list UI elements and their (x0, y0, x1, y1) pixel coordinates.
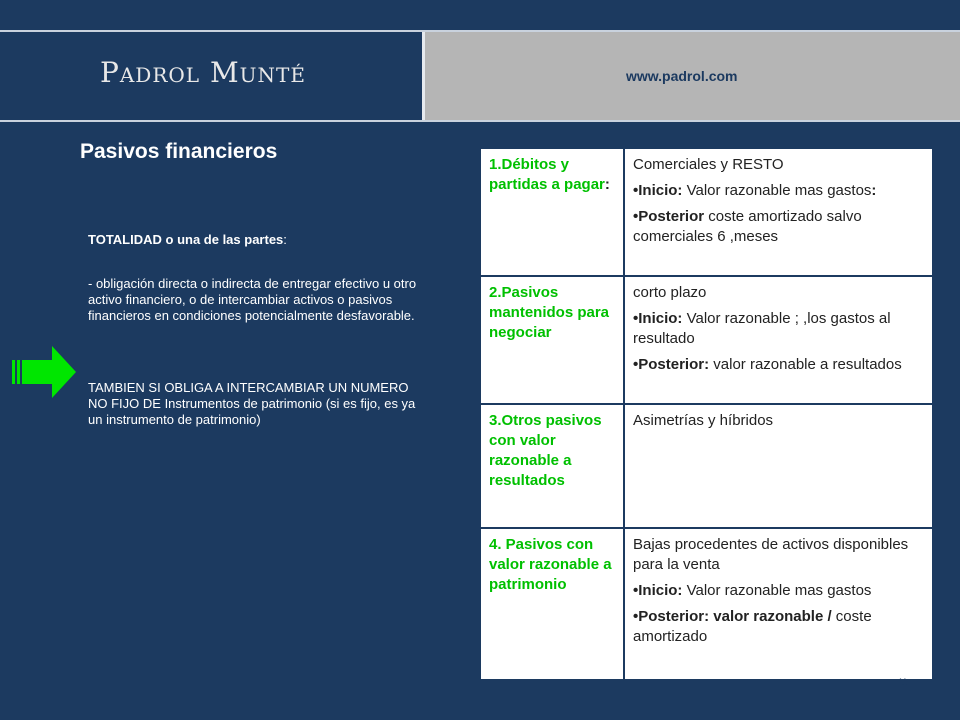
right-arrow-icon (12, 346, 76, 398)
definition-paragraph: - obligación directa o indirecta de entregar efectivo u otro activo financiero, o de intercambiar activos o pasivos financieros en condiciones potencialmente desfavorable. (88, 276, 417, 323)
category-cell: 2.Pasivos mantenidos para negociar (480, 276, 624, 404)
table-row (480, 148, 933, 276)
category-cell: 3.Otros pasivos con valor razonable a resultados (480, 404, 624, 528)
category-cell: 4. Pasivos con valor razonable a patrimonio (480, 528, 624, 680)
table-row (480, 276, 933, 404)
table-row (480, 404, 933, 528)
header-divider-bottom (0, 120, 960, 122)
table-row (480, 528, 933, 680)
slide-title: Pasivos financieros (80, 140, 278, 163)
company-logo: Padrol Munté (100, 56, 306, 89)
definition-heading: TOTALIDAD o una de las partes: (88, 232, 287, 247)
liabilities-table (479, 147, 934, 681)
top-strip (0, 0, 960, 30)
website-link[interactable]: www.padrol.com (626, 68, 738, 84)
page-number: 11 (898, 677, 908, 687)
description-cell: Bajas procedentes de activos disponibles para la venta •Inicio: Valor razonable mas gastos •Posterior: valor razonable / coste amortizado (624, 528, 933, 680)
category-cell: 1.Débitos y partidas a pagar: (480, 148, 624, 276)
description-cell: Comerciales y RESTO •Inicio: Valor razonable mas gastos: •Posterior coste amortizado salvo comerciales 6 ,meses (624, 148, 933, 276)
description-cell: Asimetrías y híbridos (624, 404, 933, 528)
description-cell: corto plazo •Inicio: Valor razonable ; ,los gastos al resultado •Posterior: valor razonable a resultados (624, 276, 933, 404)
also-paragraph: TAMBIEN SI OBLIGA A INTERCAMBIAR UN NUMERO NO FIJO DE Instrumentos de patrimonio (si es fijo, es ya un instrumento de patrimonio) (88, 380, 416, 427)
